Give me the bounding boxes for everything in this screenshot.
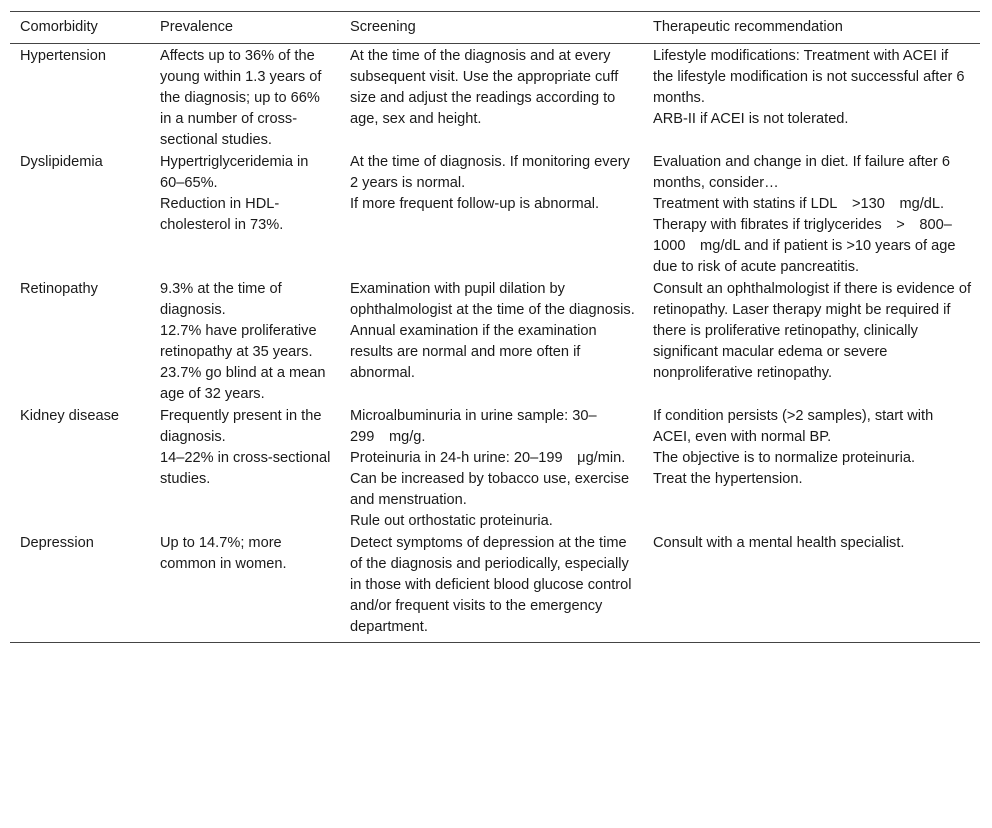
comorbidity-table-container [10,11,980,643]
cell-therapy [643,533,980,643]
cell-therapy [643,152,980,279]
table-row [10,152,980,279]
therapy-line: ARB-II if ACEI is not tolerated. [653,111,849,127]
screening-line: At the time of the diagnosis and at every subsequent visit. Use the appropriate cuff size and adjust the readings according to age, sex and height. [350,48,619,127]
cell-screening [340,406,643,533]
header-comorbidity: Comorbidity [10,12,150,44]
table-row [10,406,980,533]
cell-prevalence [150,152,340,279]
cell-comorbidity: Kidney disease [20,408,119,424]
cell-prevalence [150,406,340,533]
prevalence-line: 9.3% at the time of diagnosis. [160,281,282,318]
prevalence-line: Affects up to 36% of the young within 1.3 years of the diagnosis; up to 66% in a number of cross-sectional studies. [160,48,322,148]
therapy-line: Evaluation and change in diet. If failure after 6 months, consider… [653,154,950,191]
screening-line: Microalbuminuria in urine sample: 30–299 mg/g. [350,408,597,445]
prevalence-line: Up to 14.7%; more common in women. [160,535,287,572]
header-row [10,12,980,44]
cell-prevalence [150,44,340,153]
cell-screening [340,533,643,643]
comorbidity-table [10,11,980,643]
screening-line: Can be increased by tobacco use, exercise and menstruation. [350,471,630,508]
cell-comorbidity: Dyslipidemia [20,154,103,170]
prevalence-line: Frequently present in the diagnosis. [160,408,322,445]
prevalence-line: Hypertriglyceridemia in 60–65%. [160,154,309,191]
prevalence-line: Reduction in HDL-cholesterol in 73%. [160,196,284,233]
therapy-line: Consult with a mental health specialist. [653,535,905,551]
cell-prevalence [150,533,340,643]
screening-line: Proteinuria in 24-h urine: 20–199 μg/min. [350,450,626,466]
cell-comorbidity: Depression [10,533,150,643]
prevalence-line: 23.7% go blind at a mean age of 32 years. [160,365,326,402]
cell-prevalence [150,279,340,406]
screening-line: Examination with pupil dilation by ophthalmologist at the time of the diagnosis. Annual examination if the examination results are normal and more often if abnormal. [350,281,635,381]
header-screening: Screening [340,12,643,44]
therapy-line: Therapy with fibrates if triglycerides > 800–1000 mg/dL and if patient is >10 years of age due to risk of acute pancreatitis. [653,217,956,275]
table-row [10,533,980,643]
cell-therapy [643,44,980,153]
table-row [10,279,980,406]
cell-screening [340,279,643,406]
table-row [10,44,980,153]
therapy-line: Treat the hypertension. [653,471,803,487]
cell-comorbidity: Retinopathy [20,281,98,297]
therapy-line: Treatment with statins if LDL >130 mg/dL. [653,196,945,212]
header-therapeutic-recommendation: Therapeutic recommendation [643,12,980,44]
screening-line: At the time of diagnosis. If monitoring every 2 years is normal. [350,154,630,191]
cell-screening [340,44,643,153]
therapy-line: If condition persists (>2 samples), start with ACEI, even with normal BP. [653,408,934,445]
therapy-line: The objective is to normalize proteinuria. [653,450,916,466]
screening-line: If more frequent follow-up is abnormal. [350,196,600,212]
prevalence-line: 14–22% in cross-sectional studies. [160,450,331,487]
screening-line: Rule out orthostatic proteinuria. [350,513,553,529]
table-body [10,44,980,643]
prevalence-line: 12.7% have proliferative retinopathy at 35 years. [160,323,317,360]
cell-therapy [643,406,980,533]
therapy-line: Lifestyle modifications: Treatment with ACEI if the lifestyle modification is not successful after 6 months. [653,48,965,106]
cell-therapy [643,279,980,406]
cell-screening [340,152,643,279]
therapy-line: Consult an ophthalmologist if there is evidence of retinopathy. Laser therapy might be required if there is proliferative retinopathy, clinically significant macular edema or severe nonproliferative retinopathy. [653,281,972,381]
screening-line: Detect symptoms of depression at the time of the diagnosis and periodically, especially in those with deficient blood glucose control and/or frequent visits to the emergency department. [350,535,632,635]
cell-comorbidity: Hypertension [20,48,106,64]
table-header [10,12,980,44]
header-prevalence: Prevalence [150,12,340,44]
